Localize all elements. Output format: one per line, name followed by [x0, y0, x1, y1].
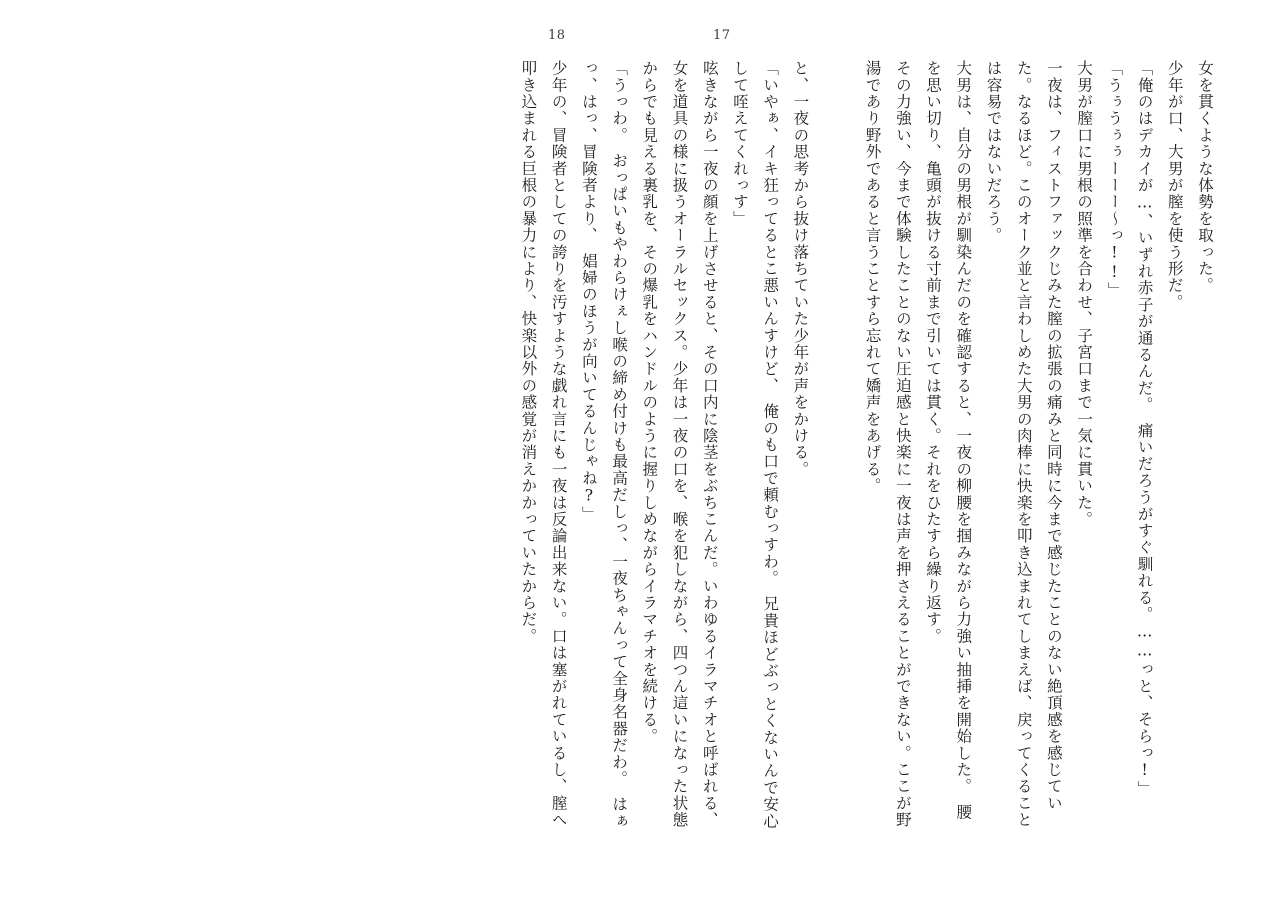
page-gutter [815, 60, 857, 70]
page-number-right: 17 [713, 28, 731, 43]
right-page-paragraph-7: 大男は、自分の男根が馴染んだのを確認すると、一夜の柳腰を掴みながら力強い抽挿を開始した。 腰を思い切り、亀頭が抜ける寸前まで引いては貫く。それをひたすら繰り返す。 [924, 60, 973, 821]
right-page-paragraph-5: 大男が膣口に男根の照準を合わせ、子宮口まで一気に貫いた。 [1075, 60, 1094, 528]
right-page-paragraph-8: その力強い、今まで体験したことのない圧迫感と快楽に一夜は声を押さえることができない。ここが野湯であり野外であると言うことすら忘れて嬌声をあげる。 [863, 60, 912, 829]
left-page-paragraph-5: 少年の、冒険者としての誇りを汚すような戯れ言にも一夜は反論出来ない。口は塞がれているし、膣へ叩き込まれる巨根の暴力により、快楽以外の感覚が消えかかっていたからだ。 [519, 60, 568, 829]
left-page-paragraph-4: 「うっわ。 おっぱいもやわらけぇし喉の締め付けも最高だしっ、一夜ちゃんって全身名器だわ。 はぁっ、はっ、冒険者より、 娼婦のほうが向いてるんじゃね?」 [579, 60, 629, 830]
left-page-paragraph-2: 「いやぁ、イキ狂ってるとこ悪いんすけど、 俺のも口で頼むっすわ。 兄貴ほどぶっとくないんで安心して咥えてくれっす」 [730, 60, 780, 830]
left-page-paragraph-3: 呟きながら一夜の顔を上げさせると、その口内に陰茎をぶちこんだ。いわゆるイラマチオと呼ばれる、女を道具の様に扱うオーラルセックス。少年は一夜の口を、喉を犯しながら、四つん這いになった状態からでも見える裏乳を、その爆乳をハンドルのように握りしめながらイラマチオを続ける。 [640, 60, 719, 829]
right-page-paragraph-2: 少年が口、大男が膣を使う形だ。 [1165, 60, 1184, 311]
left-page-paragraph-1: と、一夜の思考から抜け落ちていた少年が声をかける。 [791, 60, 810, 478]
text-spread [60, 60, 1220, 860]
page-number-row [0, 28, 1280, 52]
right-page-paragraph-4: 「うぅうぅぅーーー〜っ!!」 [1105, 60, 1124, 299]
right-page-paragraph-3: 「俺のはデカイが…、いずれ赤子が通るんだ。 痛いだろうがすぐ馴れる。……っと、そらっ!」 [1135, 60, 1154, 798]
right-page-paragraph-1: 女を貫くような体勢を取った。 [1196, 60, 1214, 294]
page-number-left: 18 [548, 28, 566, 43]
right-page-paragraph-6: 一夜は、フィストファックじみた膣の拡張の痛みと同時に今まで感じたことのない絶頂感を感じていた。なるほど。このオーク並と言わしめた大男の肉棒に快楽を叩き込まれてしまえば、戻ってくることは容易ではないだろう。 [984, 60, 1063, 829]
